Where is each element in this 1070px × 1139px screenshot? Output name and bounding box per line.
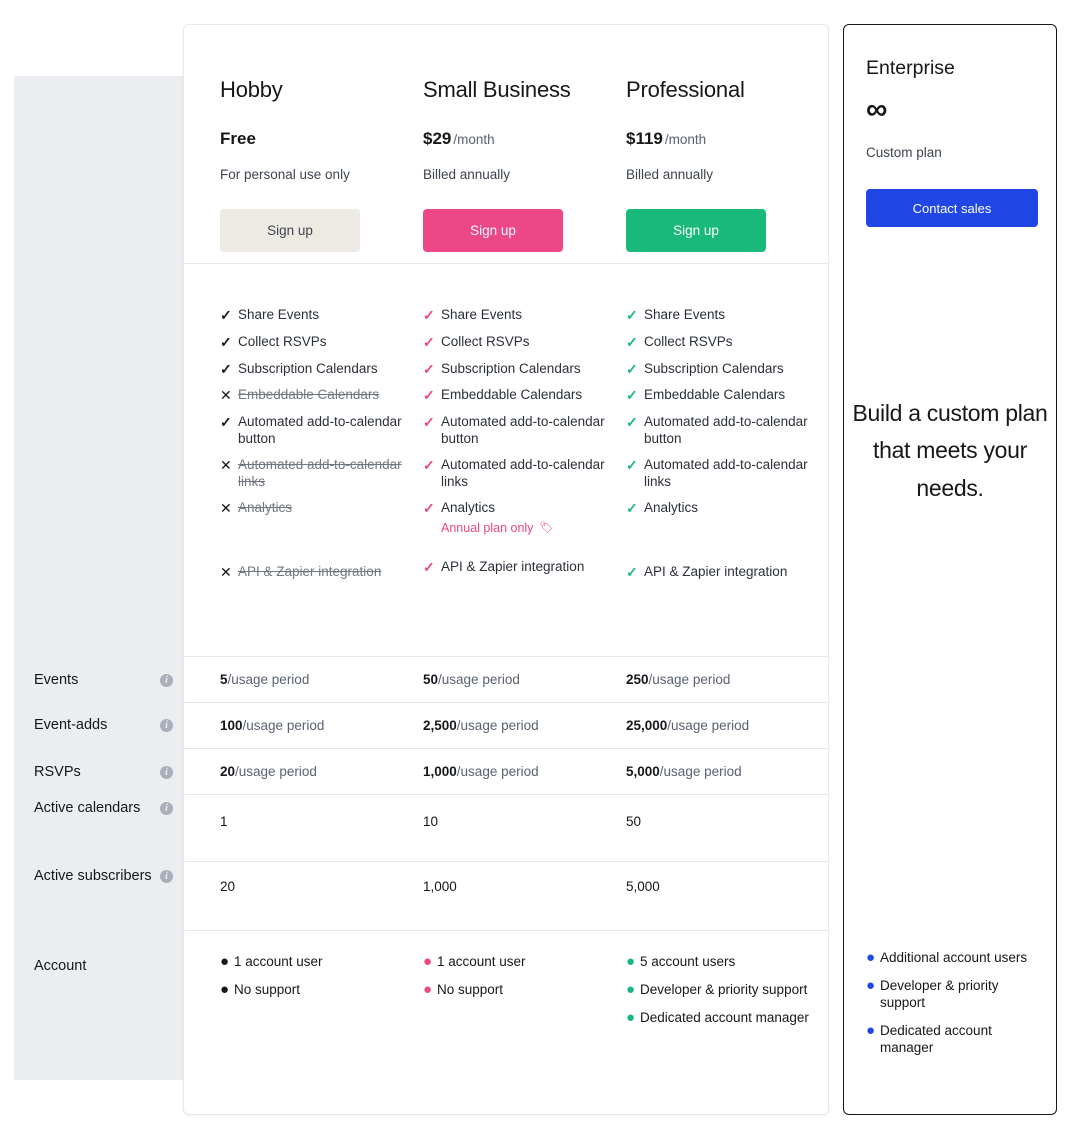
feature-item-disabled: ✕ Analytics <box>220 500 293 517</box>
plan-title: Professional <box>626 77 745 102</box>
list-item: ● No support <box>423 980 504 998</box>
feature-item: ✓ Analytics <box>626 500 699 517</box>
check-icon: ✓ <box>423 387 435 404</box>
list-item: ● Dedicated account manager <box>626 1008 809 1026</box>
feature-label-event-adds: Event-adds i <box>34 716 254 735</box>
feature-item: ✓ Subscription Calendars <box>626 360 784 377</box>
divider <box>184 656 828 657</box>
bullet-icon: ● <box>626 1008 636 1026</box>
divider <box>184 794 828 795</box>
usage-active-calendars: 50 <box>626 814 642 829</box>
check-icon: ✓ <box>423 500 435 517</box>
feature-label-rsvps: RSVPs i <box>34 763 254 782</box>
feature-item: ✓ Collect RSVPs <box>423 333 530 350</box>
plan-title: Hobby <box>220 77 283 102</box>
plan-price: $119 /month <box>626 129 707 148</box>
check-icon: ✓ <box>626 500 638 517</box>
list-item: ● Additional account users <box>866 949 1028 966</box>
list-item: ● 1 account user <box>423 953 526 970</box>
feature-item: ✓ Analytics <box>423 500 496 517</box>
feature-item-disabled: ✕ Embeddable Calendars <box>220 387 380 404</box>
signup-button-professional[interactable]: Sign up <box>626 209 766 252</box>
divider <box>184 930 828 931</box>
check-icon: ✓ <box>423 558 435 575</box>
annual-plan-note: Annual plan only 🏷 <box>441 520 554 535</box>
cross-icon: ✕ <box>220 500 232 517</box>
check-icon: ✓ <box>423 457 435 474</box>
check-icon: ✓ <box>220 307 232 323</box>
list-item: ● No support <box>220 980 301 998</box>
check-icon: ✓ <box>626 360 638 377</box>
bullet-icon: ● <box>423 980 433 998</box>
feature-list-professional <box>626 307 826 591</box>
usage-active-subscribers: 20 <box>220 879 236 894</box>
info-icon[interactable]: i <box>160 802 173 815</box>
usage-rsvps: 1,000/usage period <box>423 764 539 779</box>
signup-button-small-business[interactable]: Sign up <box>423 209 563 252</box>
check-icon: ✓ <box>220 414 232 431</box>
check-icon: ✓ <box>423 360 435 377</box>
usage-active-calendars: 1 <box>220 814 228 829</box>
feature-item: ✓ Automated add-to-calendar links <box>423 457 605 489</box>
infinity-icon: ∞ <box>866 93 886 126</box>
bullet-icon: ● <box>866 949 876 966</box>
plan-billing-note: Billed annually <box>626 167 714 182</box>
plan-title: Small Business <box>423 77 571 102</box>
usage-event-adds: 100/usage period <box>220 718 325 733</box>
divider <box>184 702 828 703</box>
feature-label-active-subscribers: Active subscribers i <box>34 867 254 886</box>
usage-event-adds: 25,000/usage period <box>626 718 750 733</box>
check-icon: ✓ <box>626 333 638 350</box>
usage-rsvps: 5,000/usage period <box>626 764 742 779</box>
divider <box>184 861 828 862</box>
info-icon[interactable]: i <box>160 719 173 732</box>
check-icon: ✓ <box>423 307 435 323</box>
feature-item: ✓ Automated add-to-calendar button <box>626 414 808 446</box>
feature-item: ✓ Share Events <box>626 307 726 323</box>
check-icon: ✓ <box>626 414 638 431</box>
feature-item: ✓ Automated add-to-calendar button <box>220 414 402 446</box>
usage-events: 5/usage period <box>220 672 310 687</box>
bullet-icon: ● <box>626 953 636 970</box>
info-icon[interactable]: i <box>160 766 173 779</box>
info-icon[interactable]: i <box>160 674 173 687</box>
check-icon: ✓ <box>423 333 435 350</box>
feature-list-small-business <box>423 307 623 586</box>
plan-title: Enterprise <box>866 57 955 79</box>
check-icon: ✓ <box>626 457 638 474</box>
usage-active-subscribers: 1,000 <box>423 879 457 894</box>
account-list-small-business <box>423 954 608 1010</box>
plan-price: $29 /month <box>423 129 495 148</box>
divider <box>184 263 828 264</box>
plan-card-enterprise <box>843 24 1057 1115</box>
plan-price: Free <box>220 129 256 148</box>
list-item: ● 5 account users <box>626 953 736 970</box>
bullet-icon: ● <box>626 980 636 998</box>
usage-events: 250/usage period <box>626 672 731 687</box>
check-icon: ✓ <box>626 307 638 323</box>
feature-item: ✓ API & Zapier integration <box>626 563 788 580</box>
usage-events: 50/usage period <box>423 672 520 687</box>
feature-item: ✓ Automated add-to-calendar button <box>423 414 605 446</box>
feature-item: ✓ Subscription Calendars <box>423 360 581 377</box>
info-icon[interactable]: i <box>160 870 173 883</box>
usage-rsvps: 20/usage period <box>220 764 317 779</box>
feature-label-account: Account <box>34 958 87 974</box>
feature-item: ✓ Share Events <box>220 307 320 323</box>
plan-billing-note: Billed annually <box>423 167 511 182</box>
tag-icon: 🏷 <box>539 522 554 535</box>
feature-item: ✓ Collect RSVPs <box>220 333 327 350</box>
plans-card <box>183 24 829 1115</box>
bullet-icon: ● <box>866 1021 876 1039</box>
feature-list-hobby <box>220 307 420 591</box>
usage-active-subscribers: 5,000 <box>626 879 660 894</box>
divider <box>184 748 828 749</box>
enterprise-tagline: Build a custom plan that meets your needs. <box>852 400 1048 501</box>
signup-button-hobby[interactable]: Sign up <box>220 209 360 252</box>
bullet-icon: ● <box>866 976 876 994</box>
check-icon: ✓ <box>626 387 638 404</box>
check-icon: ✓ <box>220 360 232 377</box>
check-icon: ✓ <box>423 414 435 431</box>
bullet-icon: ● <box>220 980 230 998</box>
account-list-professional <box>626 954 811 1038</box>
feature-item: ✓ Share Events <box>423 307 523 323</box>
usage-event-adds: 2,500/usage period <box>423 718 539 733</box>
feature-item: ✓ Embeddable Calendars <box>423 387 583 404</box>
list-item: ● Dedicated account manager <box>866 1021 992 1055</box>
contact-sales-button[interactable]: Contact sales <box>866 189 1038 227</box>
usage-active-calendars: 10 <box>423 814 439 829</box>
feature-label-events: Events i <box>34 671 254 690</box>
list-item: ● Developer & priority support <box>866 976 999 1010</box>
plan-billing-note: For personal use only <box>220 167 350 182</box>
check-icon: ✓ <box>626 563 638 580</box>
feature-item: ✓ Automated add-to-calendar links <box>626 457 808 489</box>
cross-icon: ✕ <box>220 457 232 474</box>
cross-icon: ✕ <box>220 387 232 404</box>
bullet-icon: ● <box>220 953 230 970</box>
account-list-enterprise <box>866 950 1044 1067</box>
cross-icon: ✕ <box>220 563 232 580</box>
list-item: ● Developer & priority support <box>626 980 808 998</box>
feature-item: ✓ Embeddable Calendars <box>626 387 786 404</box>
feature-item: ✓ API & Zapier integration <box>423 558 585 575</box>
plan-billing-note: Custom plan <box>866 145 942 160</box>
bullet-icon: ● <box>423 953 433 970</box>
feature-label-active-calendars: Active calendars i <box>34 799 254 818</box>
feature-item: ✓ Subscription Calendars <box>220 360 378 377</box>
check-icon: ✓ <box>220 333 232 350</box>
feature-item: ✓ Collect RSVPs <box>626 333 733 350</box>
feature-item-disabled: ✕ Automated add-to-calendar links <box>220 457 402 489</box>
account-list-hobby <box>220 954 405 1010</box>
list-item: ● 1 account user <box>220 953 323 970</box>
feature-item-disabled: ✕ API & Zapier integration <box>220 563 382 580</box>
